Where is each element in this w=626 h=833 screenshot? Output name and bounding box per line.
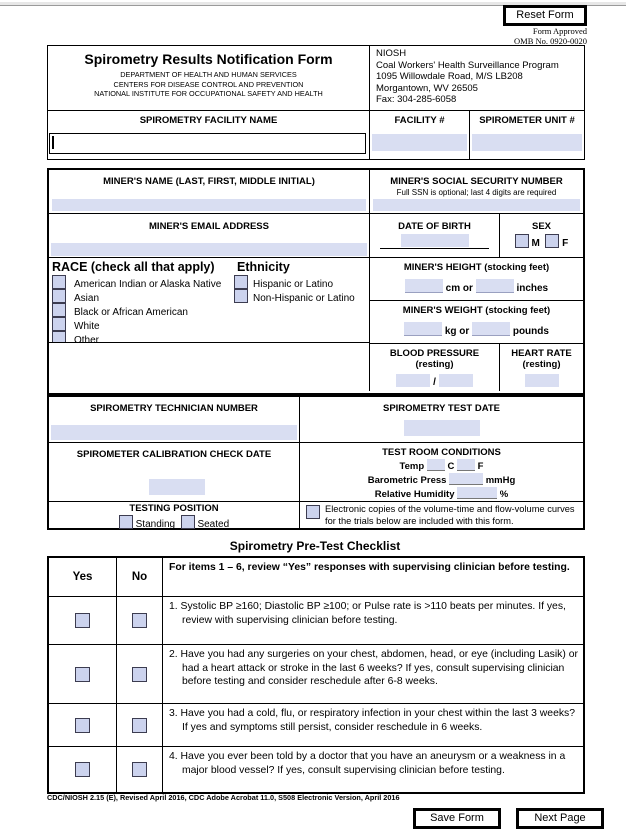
test-room-conditions-label: TEST ROOM CONDITIONS: [382, 447, 501, 458]
sex-female-checkbox[interactable]: [545, 234, 559, 248]
race-black-checkbox[interactable]: [52, 303, 66, 317]
dept-line-2: CENTERS FOR DISEASE CONTROL AND PREVENTION: [113, 79, 304, 89]
temp-f-unit: F: [477, 461, 484, 472]
miner-info-table: [47, 168, 585, 395]
item1-yes-checkbox[interactable]: [75, 613, 90, 628]
facility-row: [48, 111, 584, 159]
facility-name-cell: [48, 111, 370, 159]
heart-rate-cell: [500, 344, 583, 391]
ethnicity-option-label: Non-Hispanic or Latino: [253, 293, 355, 304]
date-of-birth-cell: [370, 214, 500, 258]
sex-label: SEX: [531, 221, 551, 232]
miner-email-cell: [49, 214, 370, 258]
no-column-header: No: [117, 558, 163, 596]
miner-name-cell: [49, 170, 370, 214]
weight-kg-unit: kg or: [444, 326, 470, 337]
checklist-row-4: [49, 746, 583, 792]
form-approved-line: Form Approved: [532, 26, 587, 36]
weight-kg-input[interactable]: [404, 322, 442, 336]
technician-number-label: SPIROMETRY TECHNICIAN NUMBER: [90, 403, 258, 414]
test-date-label: SPIROMETRY TEST DATE: [382, 403, 500, 414]
weight-pounds-input[interactable]: [472, 322, 510, 336]
save-form-button[interactable]: Save Form: [413, 808, 501, 829]
calibration-date-cell: [49, 443, 300, 502]
facility-number-label: FACILITY #: [394, 115, 445, 126]
test-room-conditions-cell: [300, 443, 583, 502]
race-option-label: American Indian or Alaska Native: [74, 279, 222, 290]
position-standing-checkbox[interactable]: [119, 515, 133, 529]
item3-yes-checkbox[interactable]: [75, 718, 90, 733]
testing-position-cell: [49, 502, 300, 528]
sex-male-label: M: [531, 238, 540, 249]
item2-yes-checkbox[interactable]: [75, 667, 90, 682]
dept-line-3: NATIONAL INSTITUTE FOR OCCUPATIONAL SAFETY AND HEALTH: [94, 89, 323, 98]
miner-ssn-label: MINER'S SOCIAL SECURITY NUMBER: [390, 176, 563, 187]
race-option-label: White: [74, 321, 100, 332]
omb-number: OMB No. 0920-0020: [514, 35, 587, 46]
height-cm-input[interactable]: [405, 279, 443, 293]
date-of-birth-input[interactable]: [401, 234, 469, 247]
height-inches-input[interactable]: [476, 279, 514, 293]
text-cursor: [52, 136, 54, 149]
ethnicity-non-hispanic-checkbox[interactable]: [234, 289, 248, 303]
calibration-date-input[interactable]: [149, 479, 205, 495]
spirometer-unit-label: SPIROMETER UNIT #: [479, 115, 575, 126]
position-seated-label: Seated: [197, 519, 230, 530]
position-seated-checkbox[interactable]: [181, 515, 195, 529]
height-inches-unit: inches: [516, 283, 549, 294]
heart-rate-input[interactable]: [525, 374, 559, 387]
blood-pressure-cell: [370, 344, 500, 391]
agency-header: [48, 46, 370, 110]
facility-number-cell: [370, 111, 470, 159]
item4-yes-checkbox[interactable]: [75, 762, 90, 777]
miner-height-cell: [370, 258, 583, 301]
checklist-item-text: 4. Have you ever been told by a doctor that you have an aneurysm or a weakness in a major blood vessel? If yes, consult supervising clinician before testing.: [169, 751, 566, 776]
temp-label: Temp: [399, 461, 425, 472]
calibration-date-label: SPIROMETER CALIBRATION CHECK DATE: [76, 449, 272, 460]
item2-no-checkbox[interactable]: [132, 667, 147, 682]
race-option-label: Black or African American: [74, 307, 188, 318]
race-ethnicity-cell: [49, 258, 370, 343]
miner-weight-cell: [370, 301, 583, 344]
miner-email-input[interactable]: [51, 243, 367, 256]
facility-name-input[interactable]: [49, 133, 366, 154]
temp-c-input[interactable]: [427, 459, 445, 471]
facility-name-label: SPIROMETRY FACILITY NAME: [139, 115, 278, 126]
temp-f-input[interactable]: [457, 459, 475, 471]
race-option-label: Asian: [74, 293, 100, 304]
race-option-label: Other: [74, 335, 100, 343]
heart-rate-sub-label: (resting): [522, 359, 561, 370]
spirometer-unit-cell: [470, 111, 584, 159]
ethnicity-option-label: Hispanic or Latino: [253, 279, 334, 290]
bp-systolic-input[interactable]: [396, 374, 430, 387]
pretest-checklist-table: [47, 556, 585, 794]
form-approved-note: [514, 27, 587, 46]
heart-rate-label: HEART RATE: [511, 348, 572, 359]
race-asian-checkbox[interactable]: [52, 289, 66, 303]
miner-email-label: MINER'S EMAIL ADDRESS: [149, 221, 269, 232]
position-standing-label: Standing: [135, 519, 176, 530]
checklist-title: Spirometry Pre-Test Checklist: [229, 539, 401, 553]
checklist-item-text: 1. Systolic BP ≥160; Diastolic BP ≥100; or Pulse rate is >110 beats per minutes. If yes, review with supervising clinician before testing.: [169, 601, 566, 626]
ethnicity-hispanic-checkbox[interactable]: [234, 275, 248, 289]
header-facility-table: [47, 45, 585, 160]
humidity-unit: %: [499, 489, 509, 500]
humidity-input[interactable]: [457, 487, 497, 499]
bp-diastolic-input[interactable]: [439, 374, 473, 387]
item1-no-checkbox[interactable]: [132, 613, 147, 628]
miner-ssn-input[interactable]: [373, 199, 580, 211]
date-of-birth-underline: [380, 234, 489, 249]
dept-line-1: DEPARTMENT OF HEALTH AND HUMAN SERVICES: [120, 70, 297, 79]
race-white-checkbox[interactable]: [52, 317, 66, 331]
testing-position-label: TESTING POSITION: [129, 503, 219, 514]
electronic-copies-checkbox[interactable]: [306, 505, 320, 519]
checklist-item-text: 3. Have you had a cold, flu, or respiratory infection in your chest within the last 3 weeks? If yes and symptoms still persist, consider reschedule in 6 weeks.: [169, 708, 576, 733]
sex-female-label: F: [562, 238, 569, 249]
address-line: NIOSH: [376, 48, 407, 59]
test-date-input[interactable]: [404, 420, 480, 436]
sex-male-checkbox[interactable]: [515, 234, 529, 248]
race-other-input[interactable]: [102, 331, 287, 343]
height-cm-unit: cm or: [445, 283, 473, 294]
test-info-table: [47, 395, 585, 530]
checklist-row-2: [49, 644, 583, 703]
temp-c-unit: C: [447, 461, 455, 472]
item4-no-checkbox[interactable]: [132, 762, 147, 777]
ssn-note: Full SSN is optional; last 4 digits are required: [396, 188, 557, 197]
item3-no-checkbox[interactable]: [132, 718, 147, 733]
electronic-copies-cell: [300, 502, 583, 528]
bp-separator: /: [433, 377, 436, 388]
barometric-unit: mmHg: [485, 475, 516, 486]
ethnicity-label: Ethnicity: [237, 260, 290, 274]
sex-cell: [500, 214, 583, 258]
miner-weight-label: MINER'S WEIGHT (stocking feet): [402, 305, 551, 316]
miner-name-label: MINER'S NAME (LAST, FIRST, MIDDLE INITIAL): [103, 176, 315, 187]
address-line: Morgantown, WV 26505: [376, 82, 478, 94]
miner-ssn-cell: [370, 170, 583, 214]
niosh-address: [370, 46, 584, 110]
checklist-row-1: [49, 596, 583, 644]
address-line: Fax: 304-285-6058: [376, 94, 457, 105]
checklist-row-3: [49, 703, 583, 746]
miner-height-label: MINER'S HEIGHT (stocking feet): [403, 262, 550, 273]
humidity-label: Relative Humidity: [374, 489, 455, 500]
form-version-footer: CDC/NIOSH 2.15 (E), Revised April 2016, CDC Adobe Acrobat 11.0, S508 Electronic Version, April 2016: [47, 793, 400, 802]
race-label: RACE (check all that apply): [52, 260, 215, 274]
spirometer-unit-input[interactable]: [472, 134, 582, 151]
race-american-indian-checkbox[interactable]: [52, 275, 66, 289]
address-line: Coal Workers' Health Surveillance Program: [376, 59, 559, 71]
blood-pressure-label: BLOOD PRESSURE: [389, 348, 480, 359]
electronic-copies-note: Electronic copies of the volume-time and flow-volume curves for the trials below are included with this form.: [325, 504, 575, 526]
yes-column-header: Yes: [49, 558, 117, 596]
technician-number-cell: [49, 397, 300, 443]
empty-cell: [49, 343, 370, 391]
test-date-cell: [300, 397, 583, 443]
address-line: 1095 Willowdale Road, M/S LB208: [376, 71, 523, 82]
checklist-instructions: For items 1 – 6, review “Yes” responses with supervising clinician before testing.: [169, 562, 570, 573]
form-title: Spirometry Results Notification Form: [84, 51, 333, 67]
race-other-checkbox[interactable]: [52, 331, 66, 343]
checklist-header-row: [49, 558, 583, 596]
miner-name-input[interactable]: [52, 199, 366, 211]
reset-form-button[interactable]: Reset Form: [503, 5, 587, 26]
header-row: [48, 46, 584, 111]
barometric-label: Barometric Press: [367, 475, 447, 486]
technician-number-input[interactable]: [51, 425, 297, 440]
next-page-button[interactable]: Next Page: [516, 808, 604, 829]
date-of-birth-label: DATE OF BIRTH: [398, 221, 471, 232]
blood-pressure-sub-label: (resting): [415, 359, 454, 370]
barometric-input[interactable]: [449, 473, 483, 485]
weight-pounds-unit: pounds: [512, 326, 549, 337]
checklist-item-text: 2. Have you had any surgeries on your chest, abdomen, head, or eye (including Lasik) or had a heart attack or stroke in the last 6 weeks? If yes, consult supervising clinician before testing and consider reschedule after 6-8 weeks.: [169, 649, 578, 687]
facility-number-input[interactable]: [372, 134, 467, 151]
